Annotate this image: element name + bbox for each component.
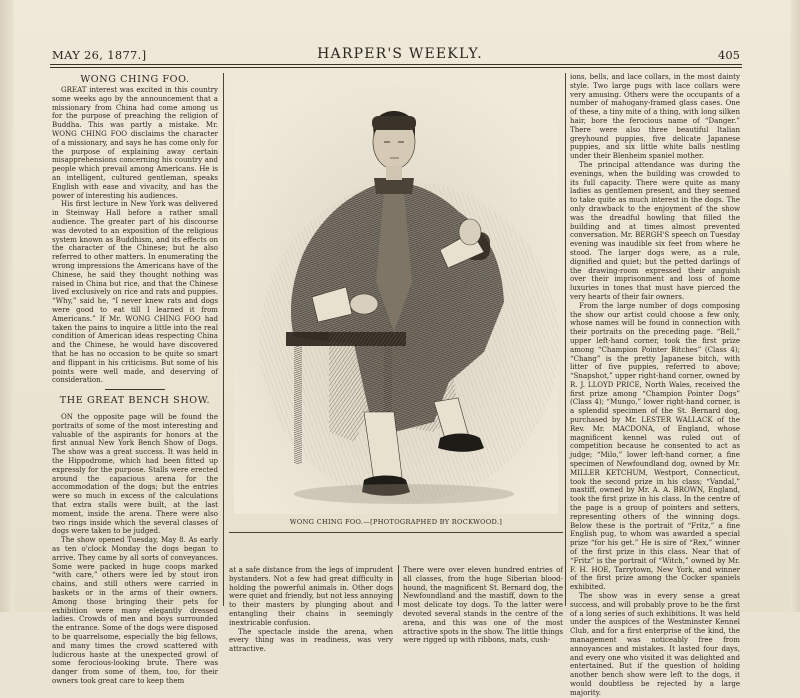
article-paragraph: His first lecture in New York was delivered in Steinway Hall before a rather small audience. The greater part of his discourse was devoted to an exposition of the religious system known as Buddhism, and its effects on the character of the Chinese; but he also referred to other matters. In enumerating the wrong impressions the Americans have of the Chinese, he said they thought nothing was raised in China but rice, and that the Chinese lived exclusively on rice and rats and puppies. “Why,” said he, “I never knew rats and dogs were good to eat till I learned it from Americans.” If Mr. WONG CHING FOO had taken the pains to inquire a little into the real condition of American ideas respecting China and the Chinese, he would have discovered that he has no occasion to be quite so smart and flippant in his criticisms. But some of his points were well made, and deserving of consideration. <box>52 199 218 385</box>
left-column <box>52 73 218 685</box>
caption-rule <box>229 532 563 533</box>
article-paragraph: The principal attendance was during the evenings, when the building was crowded to its full capacity. There were quite as many ladies as gentlemen present, and they seemed to take quite as much interest in the dogs. The only drawback to the enjoyment of the show was the dreadful howling that filled the building and at times almost prevented conversation. Mr. BERGH'S speech on Tuesday evening was inaudible six feet from where he stood. The larger dogs were, as a rule, dignified and quiet; but the petted darlings of the drawing-room expressed their anguish over their imprisonment and loss of home luxuries in tones that must have pierced the very hearts of their fair owners. <box>570 159 740 301</box>
article-paragraph: ions, bells, and lace collars, in the most dainty style. Two large pugs with lace collars were very amusing. Others were the occupants of a number of mahogany-framed glass cases. One of these, a tiny mite of a thing, with long silken hair, bore the ferocious name of “Danger.” There were also three beautiful Italian greyhound puppies, five delicate Japanese puppies, and six little white balls nestling under their Blenheim spaniel mother. <box>570 72 740 161</box>
column-divider-right <box>565 73 566 606</box>
masthead: HARPER'S WEEKLY. <box>317 46 483 62</box>
column-divider-left <box>223 73 224 606</box>
page-edge-right <box>790 0 800 612</box>
page-number: 405 <box>718 48 740 62</box>
article-paragraph: The show opened Tuesday, May 8. As early as ten o'clock Monday the dogs began to arrive. They came by all sorts of conveyances. Some were packed in huge coops marked “with care,” others were led by stout iron chains, and still others were carried in baskets or in the arms of their owners. Among those bringing their pets for exhibition were many elegantly dressed ladies. Crowds of men and boys surrounded the entrance. Some of the dogs were disposed to be quarrelsome, especially the big fellows, and many times the crowd scattered with ludicrous haste at the unexpected growl of some ferocious-looking brute. There was danger from some of them, too, for their owners took great care to keep them <box>52 535 218 685</box>
right-column <box>570 72 740 697</box>
article-paragraph: ON the opposite page will be found the portraits of some of the most interesting and valuable of the aspirants for honors at the first annual New York Bench Show of Dogs. The show was a great success. It was held in the Hippodrome, which had been fitted up expressly for the purpose. Stalls were erected around the capacious arena for the accommodation of the dogs; but the entries were so much in excess of the calculations that extra stalls were built, at the last moment, inside the arena. There were also two rings inside which the several classes of dogs were taken to be judged. <box>52 412 218 536</box>
middle-bottom-column-1 <box>229 565 393 654</box>
article-paragraph: GREAT interest was excited in this country some weeks ago by the announcement that a missionary from China had come among us for the purpose of preaching the religion of Buddha. This was partly a mistake. Mr. WONG CHING FOO disclaims the character of a missionary, and says he has come only for the purpose of explaining away certain misapprehensions concerning his country and people which prevail among Americans. He is an intelligent, cultured gentleman, speaks English with ease and vivacity, and has the power of interesting his audiences. <box>52 85 218 200</box>
header-rule <box>50 64 742 65</box>
article-paragraph: The show was in every sense a great success, and will probably prove to be the first of a long series of such exhibitions. It was held under the auspices of the Westminster Kennel Club, and for a first enterprise of the kind, the management was noticeably free from annoyances and mistakes. It lasted four days, and every one who visited it was delighted and entertained. But if the question of holding another bench show were left to the dogs, it would doubtless be rejected by a large majority. <box>570 591 740 697</box>
figure-caption: WONG CHING FOO.—[PHOTOGRAPHED BY ROCKWOOD.] <box>289 518 503 526</box>
issue-date: MAY 26, 1877.] <box>52 48 147 62</box>
page-edge-left <box>0 0 14 612</box>
article-title-bench-show: THE GREAT BENCH SHOW. <box>59 395 211 407</box>
page-header <box>0 44 800 66</box>
portrait-engraving <box>234 82 558 514</box>
article-paragraph: There were over eleven hundred entries of all classes, from the huge Siberian blood-hound, the magnificent St. Bernard dog, the Newfoundland and the mastiff, down to the most delicate toy dogs. To the latter were devoted several stands in the centre of the arena, and this was one of the most attractive spots in the show. The little things were rigged up with ribbons, mats, cush- <box>403 565 563 645</box>
column-divider-middle <box>398 565 399 606</box>
article-title-wong-ching-foo: WONG CHING FOO. <box>80 74 190 85</box>
article-paragraph: From the large number of dogs composing the show our artist could choose a few only, whose names will be found in connection with their portraits on the preceding page. “Bell,” upper left-hand corner, took the first prize among “Champion Pointer Bitches” (Class 4); “Chang” is the pretty Japanese bitch, with litter of five puppies, referred to above; “Snapshot,” upper right-hand corner, owned by R. J. LLOYD PRICE, North Wales, received the first prize among “Champion Pointer Dogs” (Class 4); “Mungo,” lower right-hand corner, is a splendid specimen of the St. Bernard dog, purchased by Mr. LESTER WALLACK of the Rev. Mr. MACDONA, of England, whose magnificent kennel was ruled out of competition because he consented to act as judge; “Milo,” lower left-hand corner, a fine specimen of Newfoundland dog, owned by Mr. MILLER KETCHUM, Westport, Connecticut, took the second prize in his class; “Vandal,” mastiff, owned by Mr. A. A. BROWN, England, took the first prize in his class. In the centre of the page is a group of pointers and setters, representing others of the winning dogs. Below these is the portrait of “Fritz,” a fine English pug, to whom was awarded a special prize “for his get.” He is sire of “Rex,” winner of the first prize in this class. Near that of “Fritz” is the portrait of “Witch,” owned by Mr. F. H. HOE, Tarrytown, New York, and winner of the first prize among the Cocker spaniels exhibited. <box>570 300 740 592</box>
seated-man-illustration <box>234 82 558 514</box>
section-rule <box>105 389 165 390</box>
header-rule-thin <box>50 67 742 68</box>
middle-bottom-column-2 <box>403 565 563 645</box>
article-paragraph: The spectacle inside the arena, when every thing was in readiness, was very attractive. <box>229 626 393 654</box>
article-paragraph: at a safe distance from the legs of imprudent bystanders. Not a few had great difficulty in holding the powerful animals in. Other dogs were quiet and friendly, but not less annoying to their masters by plunging about and entangling their chains in seemingly inextricable confusion. <box>229 565 393 627</box>
